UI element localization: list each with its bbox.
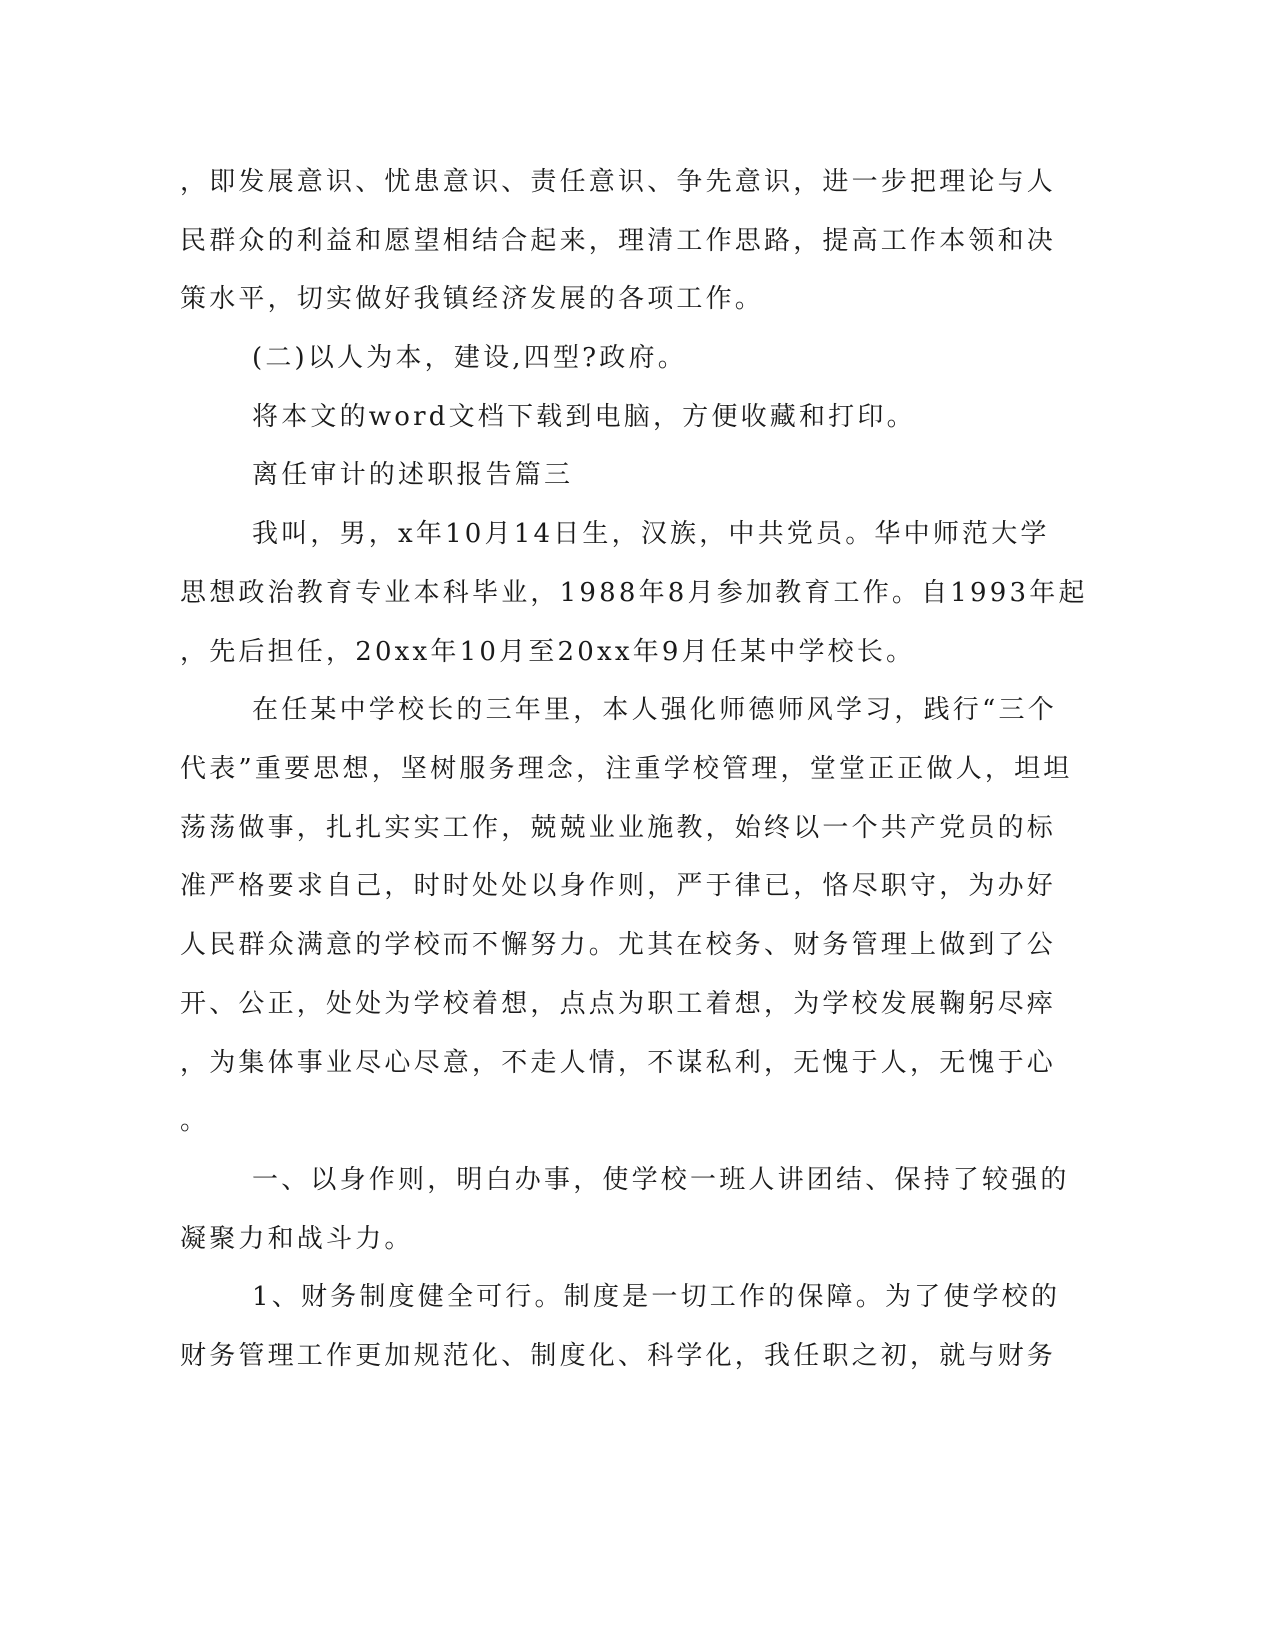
text-line: 在任某中学校长的三年里，本人强化师德师风学习，践行“三个	[252, 695, 1057, 725]
text-line: ，为集体事业尽心尽意，不走人情，不谋私利，无愧于人，无愧于心	[180, 1048, 1057, 1078]
text-line: 策水平，切实做好我镇经济发展的各项工作。	[180, 284, 765, 314]
text-line: (二)以人为本，建设,四型?政府。	[252, 343, 687, 373]
text-line: 代表”重要思想，坚树服务理念，注重学校管理，堂堂正正做人，坦坦	[180, 754, 1073, 784]
section-heading: 离任审计的述职报告篇三	[252, 460, 574, 490]
text-line: 一、以身作则，明白办事，使学校一班人讲团结、保持了较强的	[252, 1165, 1070, 1195]
text-line: 思想政治教育专业本科毕业，1988年8月参加教育工作。自1993年起	[180, 578, 1088, 608]
text-line: 将本文的word文档下载到电脑，方便收藏和打印。	[252, 402, 916, 432]
text-line: 民群众的利益和愿望相结合起来，理清工作思路，提高工作本领和决	[180, 226, 1057, 256]
text-line: 荡荡做事，扎扎实实工作，兢兢业业施教，始终以一个共产党员的标	[180, 813, 1057, 843]
text-line: 开、公正，处处为学校着想，点点为职工着想，为学校发展鞠躬尽瘁	[180, 989, 1057, 1019]
text-line: 我叫，男，x年10月14日生，汉族，中共党员。华中师范大学	[252, 519, 1050, 549]
text-line: 人民群众满意的学校而不懈努力。尤其在校务、财务管理上做到了公	[180, 930, 1057, 960]
text-line: 凝聚力和战斗力。	[180, 1224, 414, 1254]
text-line: 1、财务制度健全可行。制度是一切工作的保障。为了使学校的	[252, 1282, 1061, 1312]
text-line: ，先后担任，20xx年10月至20xx年9月任某中学校长。	[180, 637, 916, 667]
text-line: 准严格要求自己，时时处处以身作则，严于律已，恪尽职守，为办好	[180, 871, 1057, 901]
text-line: 财务管理工作更加规范化、制度化、科学化，我任职之初，就与财务	[180, 1341, 1057, 1371]
text-line: 。	[180, 1106, 210, 1136]
text-line: ，即发展意识、忧患意识、责任意识、争先意识，进一步把理论与人	[180, 167, 1057, 197]
